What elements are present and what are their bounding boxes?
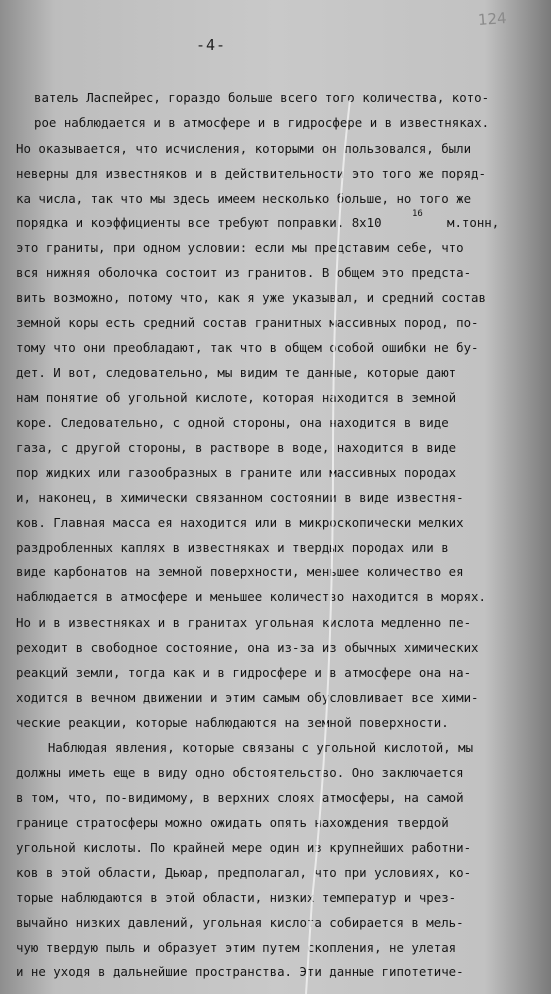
text-line: чую твердую пыль и образует этим путем скопления, не улетая bbox=[16, 940, 457, 955]
text-line: Но оказывается, что исчисления, которыми он пользовался, были bbox=[16, 141, 472, 156]
text-line: ческие реакции, которые наблюдаются на земной поверхности. bbox=[16, 715, 449, 730]
text-line: границе стратосферы можно ожидать опять нахождения твердой bbox=[16, 815, 449, 830]
text-line: и не уходя в дальнейшие пространства. Эти данные гипотетиче- bbox=[16, 964, 464, 979]
text-line: тому что они преобладают, так что в общем особой ошибки не бу- bbox=[16, 340, 479, 355]
text-line: порядка и коэффициенты все требуют поправки. 8х10 bbox=[16, 215, 382, 230]
text-line: дет. И вот, следовательно, мы видим те данные, которые дают bbox=[16, 365, 457, 380]
text-line: рое наблюдается и в атмосфере и в гидросфере и в известняках. bbox=[34, 115, 490, 130]
text-line: раздробленных каплях в известняках и твердых породах или в bbox=[16, 540, 449, 555]
text-line: реходит в свободное состояние, она из-за из обычных химических bbox=[16, 640, 479, 655]
text-line: ка числа, так что мы здесь имеем несколько больше, но того же bbox=[16, 191, 472, 206]
text-line: в том, что, по-видимому, в верхних слоях атмосферы, на самой bbox=[16, 790, 464, 805]
text-line: должны иметь еще в виду одно обстоятельство. Оно заключается bbox=[16, 765, 464, 780]
text-line: коре. Следовательно, с одной стороны, она находится в виде bbox=[16, 415, 449, 430]
page-number: -4- bbox=[196, 36, 227, 54]
text-line: нам понятие об угольной кислоте, которая находится в земной bbox=[16, 390, 457, 405]
text-line: земной коры есть средний состав гранитных массивных пород, по- bbox=[16, 315, 479, 330]
text-line: торые наблюдаются в этой области, низких температур и чрез- bbox=[16, 890, 457, 905]
text-line: вить возможно, потому что, как я уже указывал, и средний состав bbox=[16, 290, 486, 305]
text-line: наблюдается в атмосфере и меньшее количество находится в морях. bbox=[16, 589, 486, 604]
text-line: ков. Главная масса ея находится или в микроскопически мелких bbox=[16, 515, 464, 530]
text-line: и, наконец, в химически связанном состоянии в виде известня- bbox=[16, 490, 464, 505]
text-line: Наблюдая явления, которые связаны с угольной кислотой, мы bbox=[18, 740, 474, 755]
text-line: угольной кислоты. По крайней мере один из крупнейших работни- bbox=[16, 840, 472, 855]
text-line: виде карбонатов на земной поверхности, меньшее количество ея bbox=[16, 564, 464, 579]
text-line: ватель Ласпейрес, гораздо больше всего того количества, кото- bbox=[34, 90, 490, 105]
text-line: газа, с другой стороны, в растворе в воде, находится в виде bbox=[16, 440, 457, 455]
text-line: вычайно низких давлений, угольная кислота собирается в мель- bbox=[16, 915, 464, 930]
text-line: вся нижняя оболочка состоит из гранитов. В общем это предста- bbox=[16, 265, 472, 280]
folio-number: 124 bbox=[477, 9, 508, 29]
text-line: пор жидких или газообразных в граните или массивных породах bbox=[16, 465, 457, 480]
text-line: реакций земли, тогда как и в гидросфере и в атмосфере она на- bbox=[16, 665, 472, 680]
text-line: неверны для известняков и в действительности это того же поряд- bbox=[16, 166, 486, 181]
tonnage-unit: м.тонн, bbox=[447, 215, 500, 230]
text-line: ходится в вечном движении и этим самым обусловливает все хими- bbox=[16, 690, 479, 705]
text-line: Но и в известняках и в гранитах угольная кислота медленно пе- bbox=[16, 615, 472, 630]
text-line: ков в этой области, Дьюар, предполагал, что при условиях, ко- bbox=[16, 865, 472, 880]
text-line: это граниты, при одном условии: если мы представим себе, что bbox=[16, 240, 464, 255]
exponent: 16 bbox=[412, 209, 423, 219]
